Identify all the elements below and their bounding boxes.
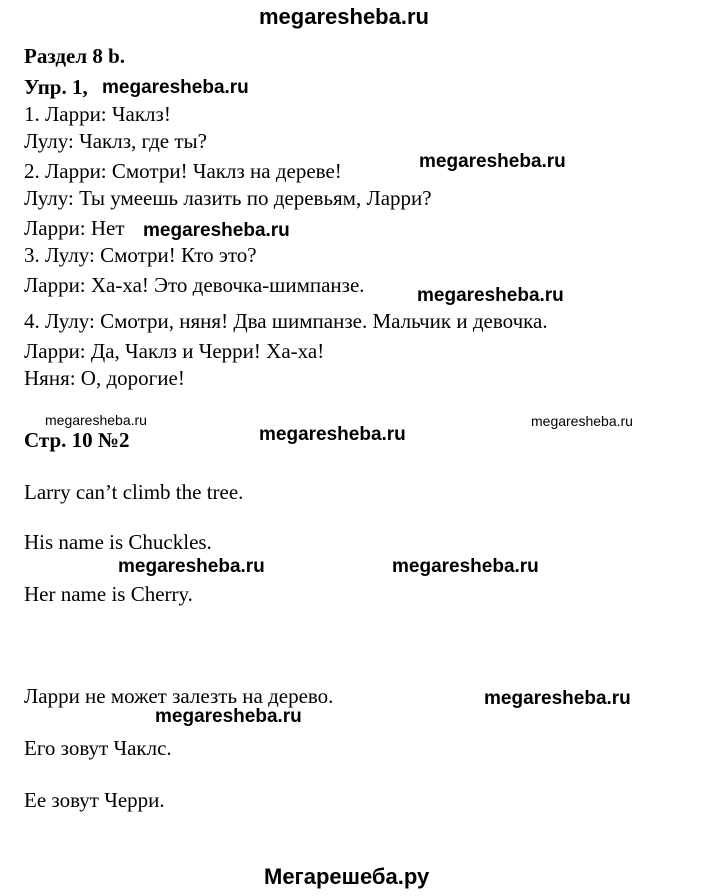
watermark: megaresheba.ru	[143, 220, 290, 241]
english-line: His name is Chuckles.	[24, 530, 212, 554]
dialogue-line: Ларри: Нет	[24, 216, 125, 240]
russian-line: Его зовут Чаклс.	[24, 736, 172, 760]
dialogue-line: Лулу: Ты умеешь лазить по деревьям, Ларри?	[24, 186, 432, 210]
exercise-label: Упр. 1,	[24, 75, 88, 99]
dialogue-line: 4. Лулу: Смотри, няня! Два шимпанзе. Мальчик и девочка.	[24, 309, 548, 333]
dialogue-line: 1. Ларри: Чаклз!	[24, 102, 171, 126]
watermark: megaresheba.ru	[102, 77, 249, 98]
english-line: Larry can’t climb the tree.	[24, 480, 244, 504]
dialogue-line: 3. Лулу: Смотри! Кто это?	[24, 243, 257, 267]
watermark: megaresheba.ru	[392, 556, 539, 577]
watermark-top: megaresheba.ru	[259, 4, 429, 29]
watermark: megaresheba.ru	[45, 412, 147, 428]
dialogue-line: Ларри: Да, Чаклз и Черри! Ха-ха!	[24, 339, 325, 363]
watermark: megaresheba.ru	[118, 556, 265, 577]
dialogue-line: 2. Ларри: Смотри! Чаклз на дереве!	[24, 159, 342, 183]
watermark: megaresheba.ru	[484, 688, 631, 709]
english-line: Her name is Cherry.	[24, 582, 193, 606]
watermark: megaresheba.ru	[531, 413, 633, 429]
dialogue-line: Лулу: Чаклз, где ты?	[24, 129, 207, 153]
watermark: megaresheba.ru	[259, 424, 406, 445]
watermark-bottom: Мегарешеба.ру	[264, 864, 430, 889]
watermark: megaresheba.ru	[155, 706, 302, 727]
watermark: megaresheba.ru	[419, 151, 566, 172]
page-reference: Стр. 10 №2	[24, 428, 130, 452]
dialogue-line: Няня: О, дорогие!	[24, 366, 185, 390]
russian-line: Ее зовут Черри.	[24, 788, 165, 812]
dialogue-line: Ларри: Ха-ха! Это девочка-шимпанзе.	[24, 273, 365, 297]
section-title: Раздел 8 b.	[24, 44, 126, 68]
watermark: megaresheba.ru	[417, 285, 564, 306]
russian-line: Ларри не может залезть на дерево.	[24, 684, 334, 708]
